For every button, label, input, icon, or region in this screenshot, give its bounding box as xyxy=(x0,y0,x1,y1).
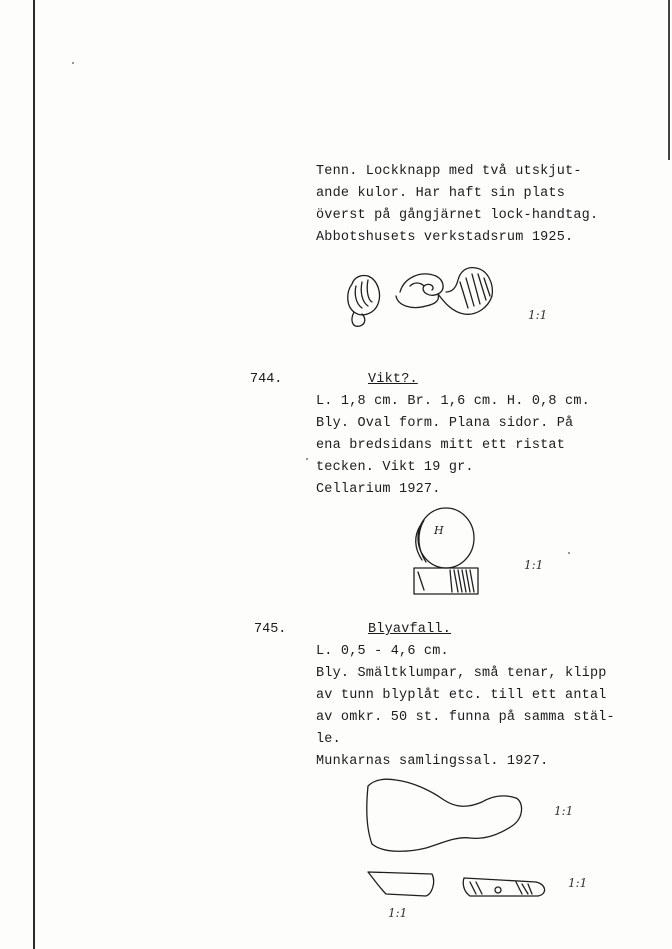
entry-745-line: Bly. Smältklumpar, små tenar, klipp xyxy=(316,666,607,681)
entry-745-line: av tunn blyplåt etc. till ett antal xyxy=(316,688,607,703)
entry-744-line: L. 1,8 cm. Br. 1,6 cm. H. 0,8 cm. xyxy=(316,394,590,409)
entry-number: 744. xyxy=(250,372,283,387)
entry-743-line: överst på gångjärnet lock-handtag. xyxy=(316,208,599,223)
entry-744-line: Bly. Oval form. Plana sidor. På xyxy=(316,416,574,431)
lead-lump-sketch xyxy=(360,772,530,862)
entry-744-text xyxy=(316,369,590,501)
entry-743-line: ande kulor. Har haft sin plats xyxy=(316,186,566,201)
scale-label: 1:1 xyxy=(554,804,574,818)
entry-745-text xyxy=(316,619,615,773)
scale-label: 1:1 xyxy=(528,308,548,322)
weight-sketch xyxy=(404,500,484,600)
entry-title: Vikt?. xyxy=(368,372,418,387)
entry-744-line: Cellarium 1927. xyxy=(316,482,441,497)
entry-744-line: ena bredsidans mitt ett ristat xyxy=(316,438,566,453)
entry-745-line: Munkarnas samlingssal. 1927. xyxy=(316,754,549,769)
binding-margin-line xyxy=(33,0,35,949)
entry-743-text xyxy=(316,161,598,249)
scale-label: 1:1 xyxy=(388,906,408,920)
lead-scraps-sketch xyxy=(366,866,556,906)
paper-speck xyxy=(568,552,570,554)
page-edge-line xyxy=(668,0,670,160)
scale-label: 1:1 xyxy=(568,876,588,890)
entry-745-line: le. xyxy=(316,732,341,747)
entry-743-line: Abbotshusets verkstadsrum 1925. xyxy=(316,230,574,245)
entry-number: 745. xyxy=(254,622,287,637)
paper-speck xyxy=(306,458,308,460)
lock-knob-sketch xyxy=(340,262,510,332)
entry-title: Blyavfall. xyxy=(368,622,452,637)
entry-745-line: L. 0,5 - 4,6 cm. xyxy=(316,644,449,659)
entry-743-line: Tenn. Lockknapp med två utskjut- xyxy=(316,164,582,179)
scale-label: 1:1 xyxy=(524,558,544,572)
paper-speck xyxy=(72,62,74,64)
scratched-mark: H xyxy=(434,524,444,537)
entry-745-line: av omkr. 50 st. funna på samma stäl- xyxy=(316,710,615,725)
entry-744-line: tecken. Vikt 19 gr. xyxy=(316,460,474,475)
